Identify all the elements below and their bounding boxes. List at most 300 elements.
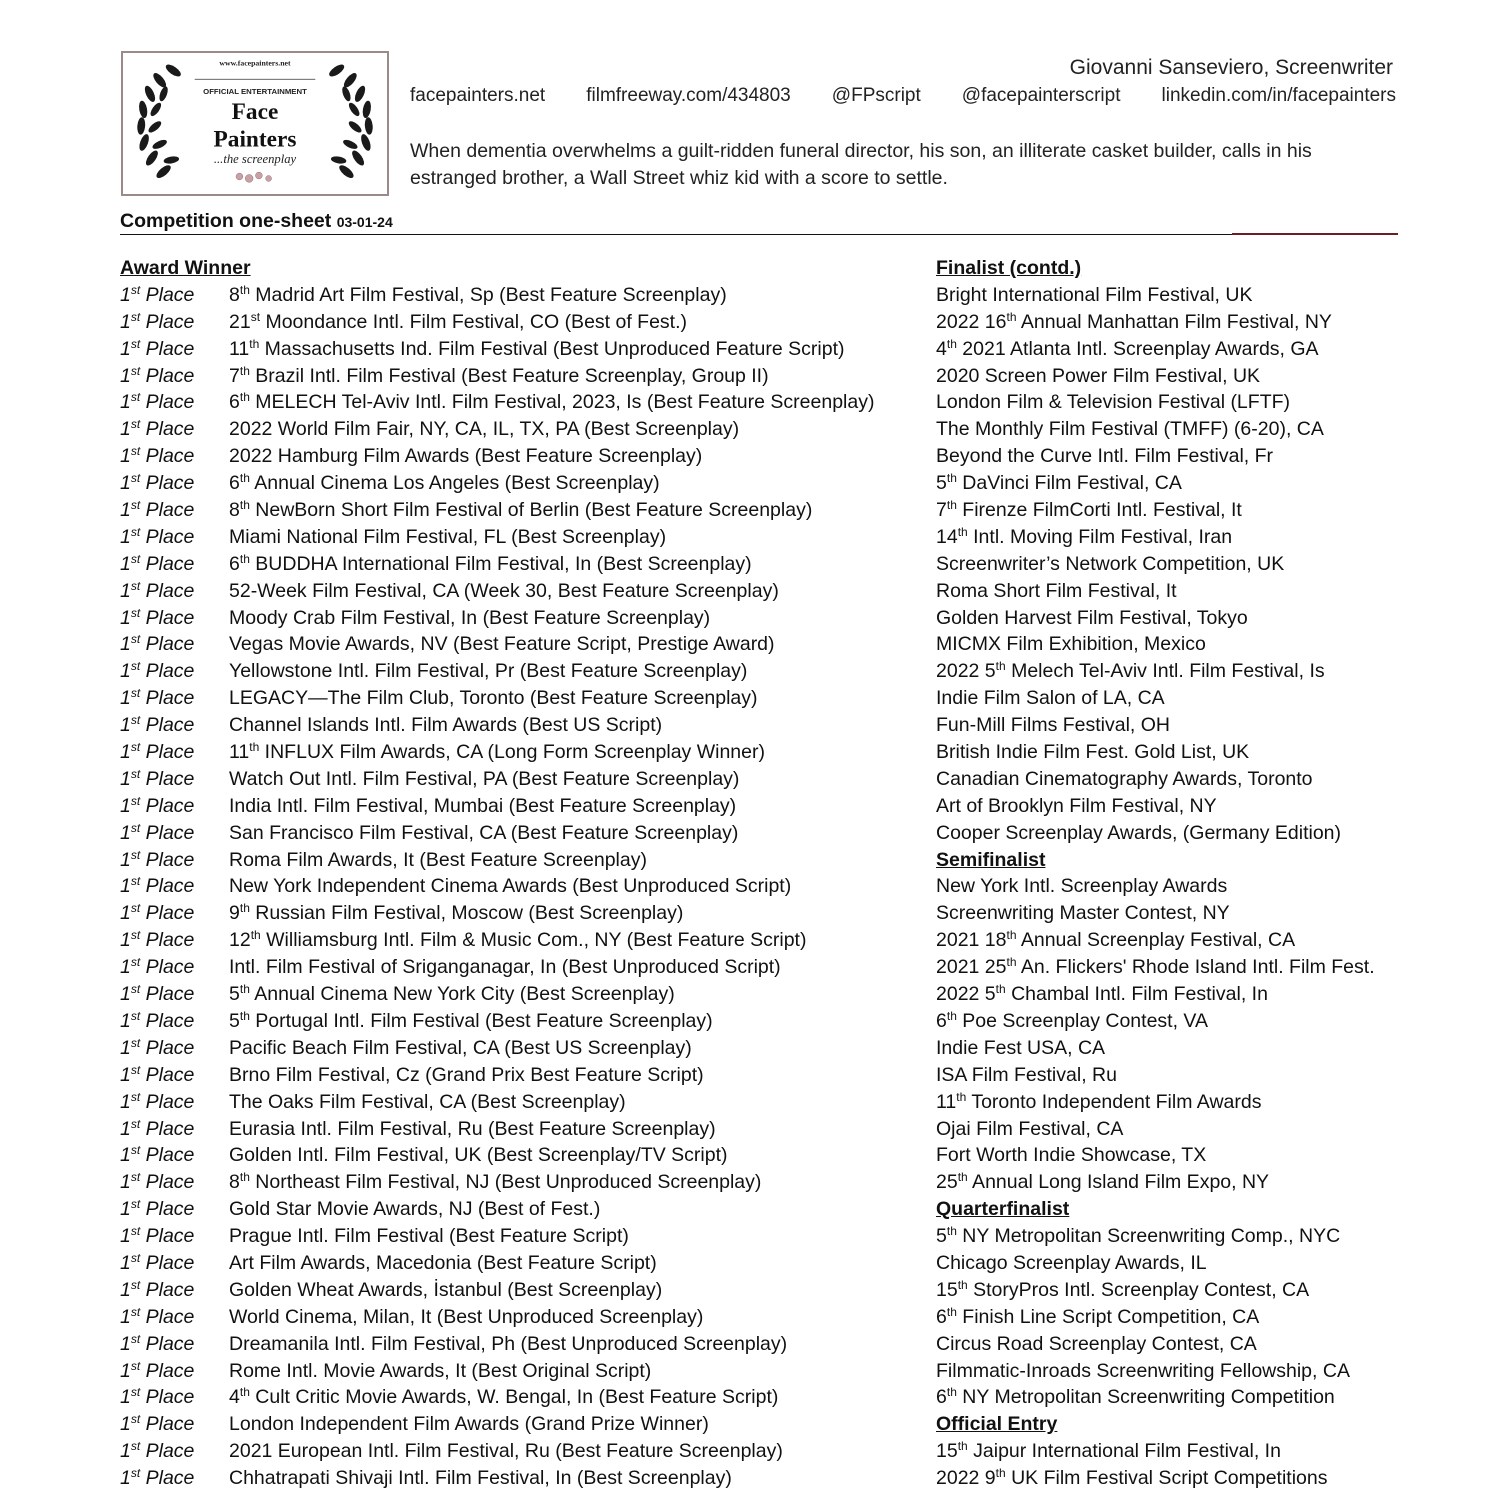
place-word: Place <box>140 337 195 360</box>
award-entry <box>120 1196 920 1223</box>
twitter-handle-link[interactable]: @FPscript <box>831 85 921 106</box>
place-word: Place <box>140 633 195 656</box>
award-text: 52-Week Film Festival, CA (Week 30, Best Feature Screenplay) <box>229 579 779 602</box>
section-heading-award-winner: Award Winner <box>120 257 251 279</box>
award-entry <box>120 443 920 470</box>
festival-entry <box>936 900 1406 927</box>
festival-ordinal: 2021 18 <box>936 929 1007 952</box>
place-number-suffix: st <box>130 874 141 889</box>
sheet-title-text: Competition one-sheet <box>120 210 332 232</box>
award-entry <box>120 1384 920 1411</box>
place-number: 1 <box>120 1251 131 1274</box>
place-word: Place <box>140 606 195 629</box>
place-number-suffix: st <box>130 1170 141 1185</box>
place-label <box>120 954 229 981</box>
place-word: Place <box>140 983 195 1006</box>
festival-ordinal: 11 <box>936 1090 957 1113</box>
section-heading: Quarterfinalist <box>936 1198 1070 1221</box>
festival-ordinal-suffix: th <box>995 982 1006 997</box>
place-label <box>120 1331 229 1358</box>
festival-entry <box>936 309 1406 336</box>
place-number-suffix: st <box>130 1224 141 1239</box>
place-number-suffix: st <box>130 524 141 539</box>
finalist-column <box>936 255 1406 1492</box>
award-entry <box>120 605 920 632</box>
festival-text: Bright International Film Festival, UK <box>936 283 1253 306</box>
award-text: Chhatrapati Shivaji Intl. Film Festival, In (Best Screenplay) <box>229 1467 732 1490</box>
festival-entry <box>936 524 1406 551</box>
place-word: Place <box>140 1198 195 1221</box>
section-heading: Semifinalist <box>936 848 1046 871</box>
place-number: 1 <box>120 956 131 979</box>
sheet-date: 03-01-24 <box>336 214 393 230</box>
place-number: 1 <box>120 499 131 522</box>
place-number: 1 <box>120 472 131 495</box>
place-number-suffix: st <box>130 1143 141 1158</box>
award-ordinal: 6 <box>229 552 240 575</box>
flower-decoration-icon <box>236 172 271 182</box>
place-word: Place <box>140 741 195 764</box>
festival-entry <box>936 470 1406 497</box>
place-number: 1 <box>120 821 131 844</box>
award-text: Massachusetts Ind. Film Festival (Best Unproduced Feature Script) <box>259 337 845 360</box>
logo-title-line1: Face <box>231 99 279 126</box>
place-number: 1 <box>120 1467 131 1490</box>
award-ordinal: 8 <box>229 1171 240 1194</box>
festival-ordinal-suffix: th <box>957 1170 968 1185</box>
place-number-suffix: st <box>130 1197 141 1212</box>
place-number: 1 <box>120 364 131 387</box>
festival-ordinal: 2022 9 <box>936 1467 996 1490</box>
place-label <box>120 1304 229 1331</box>
festival-entry <box>936 605 1406 632</box>
award-text: Annual Cinema New York City (Best Screenplay) <box>249 983 675 1006</box>
place-label <box>120 793 229 820</box>
place-number-suffix: st <box>130 901 141 916</box>
place-number: 1 <box>120 1144 131 1167</box>
award-text: Dreamanila Intl. Film Festival, Ph (Best Unproduced Screenplay) <box>229 1332 788 1355</box>
place-number-suffix: st <box>130 282 141 297</box>
award-text: LEGACY—The Film Club, Toronto (Best Feature Screenplay) <box>229 687 758 710</box>
award-text: MELECH Tel-Aviv Intl. Film Festival, 2023, Is (Best Feature Screenplay) <box>249 391 875 414</box>
festival-text: Intl. Moving Film Festival, Iran <box>967 525 1233 548</box>
place-label <box>120 1411 229 1438</box>
place-number: 1 <box>120 1090 131 1113</box>
award-text: Yellowstone Intl. Film Festival, Pr (Best Feature Screenplay) <box>229 660 748 683</box>
award-text: World Cinema, Milan, It (Best Unproduced Screenplay) <box>229 1305 704 1328</box>
award-text: 2022 Hamburg Film Awards (Best Feature Screenplay) <box>229 445 703 468</box>
festival-text: Filmmatic-Inroads Screenwriting Fellowship, CA <box>936 1359 1350 1382</box>
festival-ordinal: 6 <box>936 1009 947 1032</box>
award-entry <box>120 1062 920 1089</box>
festival-entry <box>936 1116 1406 1143</box>
place-word: Place <box>140 767 195 790</box>
award-ordinal: 9 <box>229 902 240 925</box>
festival-ordinal-suffix: th <box>1006 309 1017 324</box>
place-number: 1 <box>120 660 131 683</box>
place-word: Place <box>140 1144 195 1167</box>
award-entry <box>120 1250 920 1277</box>
award-text: BUDDHA International Film Festival, In (Best Screenplay) <box>249 552 752 575</box>
place-number-suffix: st <box>130 1250 141 1265</box>
place-label <box>120 578 229 605</box>
place-number: 1 <box>120 1036 131 1059</box>
contact-links <box>410 85 1396 107</box>
award-text: 2021 European Intl. Film Festival, Ru (Best Feature Screenplay) <box>229 1440 783 1463</box>
place-number-suffix: st <box>130 955 141 970</box>
award-entry <box>120 524 920 551</box>
award-text: Roma Film Awards, It (Best Feature Screenplay) <box>229 848 647 871</box>
festival-ordinal: 2022 5 <box>936 660 996 683</box>
festival-text: Ojai Film Festival, CA <box>936 1117 1124 1140</box>
award-text: New York Independent Cinema Awards (Best Unproduced Script) <box>229 875 792 898</box>
place-number-suffix: st <box>130 363 141 378</box>
place-number: 1 <box>120 902 131 925</box>
place-number-suffix: st <box>130 578 141 593</box>
instagram-handle-link[interactable]: @facepainterscript <box>961 85 1121 106</box>
festival-ordinal-suffix: th <box>946 1385 957 1400</box>
award-ordinal: 8 <box>229 499 240 522</box>
place-word: Place <box>140 956 195 979</box>
place-number: 1 <box>120 1386 131 1409</box>
place-label <box>120 685 229 712</box>
festival-ordinal: 5 <box>936 1225 947 1248</box>
festival-text: Cooper Screenplay Awards, (Germany Edition) <box>936 821 1341 844</box>
award-entry <box>120 578 920 605</box>
award-entry <box>120 1142 920 1169</box>
place-label <box>120 551 229 578</box>
festival-entry <box>936 1169 1406 1196</box>
place-number: 1 <box>120 579 131 602</box>
place-label <box>120 739 229 766</box>
award-ordinal-suffix: th <box>239 390 250 405</box>
festival-ordinal-suffix: th <box>956 1089 967 1104</box>
section-heading: Finalist (contd.) <box>936 257 1082 279</box>
festival-entry <box>936 363 1406 390</box>
place-word: Place <box>140 1332 195 1355</box>
place-word: Place <box>140 875 195 898</box>
place-number: 1 <box>120 310 131 333</box>
festival-entry <box>936 739 1406 766</box>
award-text: India Intl. Film Festival, Mumbai (Best Feature Screenplay) <box>229 794 737 817</box>
place-number-suffix: st <box>130 444 141 459</box>
award-text: Northeast Film Festival, NJ (Best Unproduced Screenplay) <box>249 1171 762 1194</box>
award-entry <box>120 1304 920 1331</box>
festival-ordinal: 14 <box>936 525 958 548</box>
place-label <box>120 1035 229 1062</box>
festival-text: Jaipur International Film Festival, In <box>967 1440 1281 1463</box>
award-text: Art Film Awards, Macedonia (Best Feature Script) <box>229 1251 657 1274</box>
place-word: Place <box>140 310 195 333</box>
place-word: Place <box>140 929 195 952</box>
filmfreeway-link[interactable]: filmfreeway.com/434803 <box>586 85 791 106</box>
place-number-suffix: st <box>130 1089 141 1104</box>
award-entry <box>120 389 920 416</box>
logo-tagline: ...the screenplay <box>213 151 297 166</box>
festival-ordinal: 5 <box>936 472 947 495</box>
award-entry <box>120 309 920 336</box>
award-text: Annual Cinema Los Angeles (Best Screenplay) <box>249 472 660 495</box>
place-label <box>120 820 229 847</box>
place-number-suffix: st <box>130 847 141 862</box>
place-label <box>120 873 229 900</box>
award-text: Prague Intl. Film Festival (Best Feature Script) <box>229 1225 629 1248</box>
place-label <box>120 712 229 739</box>
award-entry <box>120 631 920 658</box>
festival-text: Annual Long Island Film Expo, NY <box>967 1171 1270 1194</box>
place-number: 1 <box>120 687 131 710</box>
place-label <box>120 1089 229 1116</box>
award-entry <box>120 1116 920 1143</box>
place-number: 1 <box>120 606 131 629</box>
festival-text: Canadian Cinematography Awards, Toronto <box>936 767 1313 790</box>
award-entry <box>120 1465 920 1492</box>
award-ordinal-suffix: th <box>239 982 250 997</box>
award-entry <box>120 1331 920 1358</box>
place-label <box>120 1438 229 1465</box>
place-number: 1 <box>120 1198 131 1221</box>
place-number: 1 <box>120 848 131 871</box>
award-entry <box>120 336 920 363</box>
festival-text: An. Flickers' Rhode Island Intl. Film Fest. <box>1016 956 1375 979</box>
place-label <box>120 1250 229 1277</box>
place-label <box>120 524 229 551</box>
festival-entry <box>936 685 1406 712</box>
festival-ordinal: 6 <box>936 1386 947 1409</box>
place-number: 1 <box>120 875 131 898</box>
place-number-suffix: st <box>130 713 141 728</box>
logo-title-line2: Painters <box>213 126 297 153</box>
award-ordinal: 8 <box>229 283 240 306</box>
festival-ordinal-suffix: th <box>995 1466 1006 1481</box>
place-word: Place <box>140 1036 195 1059</box>
place-number-suffix: st <box>130 1385 141 1400</box>
place-label <box>120 605 229 632</box>
place-number-suffix: st <box>130 417 141 432</box>
award-entry <box>120 282 920 309</box>
award-winner-column <box>120 255 920 1492</box>
festival-ordinal: 2022 5 <box>936 983 996 1006</box>
award-text: Golden Wheat Awards, İstanbul (Best Screenplay) <box>229 1278 663 1301</box>
festival-ordinal-suffix: th <box>995 659 1006 674</box>
festival-ordinal: 4 <box>936 337 947 360</box>
place-word: Place <box>140 1225 195 1248</box>
place-label <box>120 363 229 390</box>
award-entry <box>120 658 920 685</box>
place-number: 1 <box>120 929 131 952</box>
award-entry <box>120 1008 920 1035</box>
place-word: Place <box>140 1009 195 1032</box>
place-word: Place <box>140 660 195 683</box>
festival-text: Finish Line Script Competition, CA <box>956 1305 1260 1328</box>
place-label <box>120 470 229 497</box>
place-word: Place <box>140 1359 195 1382</box>
festival-text: Fort Worth Indie Showcase, TX <box>936 1144 1207 1167</box>
festival-ordinal-suffix: th <box>946 1008 957 1023</box>
place-number-suffix: st <box>130 551 141 566</box>
festival-text: NY Metropolitan Screenwriting Comp., NYC <box>956 1225 1341 1248</box>
award-text: Cult Critic Movie Awards, W. Bengal, In (Best Feature Script) <box>249 1386 779 1409</box>
festival-text: UK Film Festival Script Competitions <box>1005 1467 1328 1490</box>
award-entry <box>120 363 920 390</box>
award-entry <box>120 766 920 793</box>
place-number-suffix: st <box>130 1331 141 1346</box>
festival-entry <box>936 1358 1406 1385</box>
festival-entry <box>936 1089 1406 1116</box>
award-text: San Francisco Film Festival, CA (Best Feature Screenplay) <box>229 821 739 844</box>
festival-text: Toronto Independent Film Awards <box>966 1090 1262 1113</box>
place-number-suffix: st <box>130 1116 141 1131</box>
place-word: Place <box>140 794 195 817</box>
place-word: Place <box>140 1251 195 1274</box>
place-word: Place <box>140 714 195 737</box>
festival-ordinal-suffix: th <box>957 1439 968 1454</box>
festival-text: Indie Fest USA, CA <box>936 1036 1106 1059</box>
award-text: Brno Film Festival, Cz (Grand Prix Best Feature Script) <box>229 1063 704 1086</box>
festival-entry <box>936 820 1406 847</box>
award-text: The Oaks Film Festival, CA (Best Screenplay) <box>229 1090 626 1113</box>
place-word: Place <box>140 445 195 468</box>
award-entry <box>120 712 920 739</box>
place-word: Place <box>140 579 195 602</box>
place-label <box>120 443 229 470</box>
title-divider <box>120 234 1398 235</box>
festival-text: Circus Road Screenplay Contest, CA <box>936 1332 1257 1355</box>
place-number: 1 <box>120 1117 131 1140</box>
award-entry <box>120 1358 920 1385</box>
place-number-suffix: st <box>130 498 141 513</box>
festival-ordinal: 15 <box>936 1440 958 1463</box>
place-number: 1 <box>120 391 131 414</box>
right-laurel-branch <box>327 62 373 180</box>
award-ordinal-suffix: th <box>239 1170 250 1185</box>
place-number: 1 <box>120 1171 131 1194</box>
festival-text: London Film & Television Festival (LFTF) <box>936 391 1291 414</box>
logo-banner: OFFICIAL ENTERTAINMENT <box>203 86 307 96</box>
festival-text: Firenze FilmCorti Intl. Festival, It <box>956 499 1242 522</box>
place-word: Place <box>140 499 195 522</box>
festival-entry <box>936 981 1406 1008</box>
sheet-title <box>120 210 393 233</box>
place-label <box>120 631 229 658</box>
place-label <box>120 1008 229 1035</box>
festival-text: Roma Short Film Festival, It <box>936 579 1177 602</box>
award-ordinal: 7 <box>229 364 240 387</box>
festival-ordinal: 2021 25 <box>936 956 1007 979</box>
award-ordinal: 4 <box>229 1386 240 1409</box>
section-heading: Official Entry <box>936 1413 1058 1436</box>
place-number-suffix: st <box>130 1304 141 1319</box>
place-number-suffix: st <box>130 390 141 405</box>
festival-entry <box>936 1304 1406 1331</box>
place-word: Place <box>140 1117 195 1140</box>
place-word: Place <box>140 1440 195 1463</box>
place-number: 1 <box>120 445 131 468</box>
award-entry <box>120 1089 920 1116</box>
place-number: 1 <box>120 283 131 306</box>
award-entry <box>120 1277 920 1304</box>
place-number-suffix: st <box>130 1062 141 1077</box>
award-ordinal: 12 <box>229 929 251 952</box>
festival-text: New York Intl. Screenplay Awards <box>936 875 1228 898</box>
place-number: 1 <box>120 767 131 790</box>
place-number: 1 <box>120 552 131 575</box>
award-text: 2022 World Film Fair, NY, CA, IL, TX, PA (Best Screenplay) <box>229 418 740 441</box>
festival-entry <box>936 1062 1406 1089</box>
place-number-suffix: st <box>130 1008 141 1023</box>
festival-text: DaVinci Film Festival, CA <box>956 472 1182 495</box>
award-entry <box>120 416 920 443</box>
award-text: Madrid Art Film Festival, Sp (Best Feature Screenplay) <box>249 283 727 306</box>
festival-entry <box>936 927 1406 954</box>
award-ordinal-suffix: th <box>239 901 250 916</box>
place-word: Place <box>140 283 195 306</box>
festival-text: Annual Manhattan Film Festival, NY <box>1016 310 1332 333</box>
award-ordinal-suffix: th <box>249 740 260 755</box>
award-ordinal: 11 <box>229 741 250 764</box>
title-divider-accent <box>1232 233 1398 235</box>
festival-entry <box>936 336 1406 363</box>
festival-text: 2020 Screen Power Film Festival, UK <box>936 364 1261 387</box>
place-number-suffix: st <box>130 632 141 647</box>
place-word: Place <box>140 364 195 387</box>
festival-entry <box>936 282 1406 309</box>
website-link[interactable]: facepainters.net <box>410 85 546 106</box>
award-text: Watch Out Intl. Film Festival, PA (Best Feature Screenplay) <box>229 767 740 790</box>
festival-ordinal-suffix: th <box>946 1304 957 1319</box>
place-label <box>120 282 229 309</box>
award-ordinal-suffix: th <box>250 928 261 943</box>
award-text: Rome Intl. Movie Awards, It (Best Original Script) <box>229 1359 652 1382</box>
place-word: Place <box>140 418 195 441</box>
award-ordinal-suffix: th <box>239 1008 250 1023</box>
festival-entry <box>936 658 1406 685</box>
festival-entry <box>936 551 1406 578</box>
award-text: Intl. Film Festival of Sriganganagar, In (Best Unproduced Script) <box>229 956 781 979</box>
festival-text: Melech Tel-Aviv Intl. Film Festival, Is <box>1005 660 1325 683</box>
festival-ordinal-suffix: th <box>1006 928 1017 943</box>
festival-text: StoryPros Intl. Screenplay Contest, CA <box>967 1278 1310 1301</box>
award-entry <box>120 470 920 497</box>
festival-entry <box>936 443 1406 470</box>
award-text: Moody Crab Film Festival, In (Best Feature Screenplay) <box>229 606 711 629</box>
festival-text: Chicago Screenplay Awards, IL <box>936 1251 1207 1274</box>
award-ordinal-suffix: th <box>249 336 260 351</box>
linkedin-link[interactable]: linkedin.com/in/facepainters <box>1161 85 1396 106</box>
place-word: Place <box>140 391 195 414</box>
place-number-suffix: st <box>130 766 141 781</box>
festival-text: The Monthly Film Festival (TMFF) (6-20), CA <box>936 418 1324 441</box>
place-label <box>120 1142 229 1169</box>
award-ordinal: 5 <box>229 1009 240 1032</box>
place-number-suffix: st <box>130 1439 141 1454</box>
award-entry <box>120 1035 920 1062</box>
festival-text: Poe Screenplay Contest, VA <box>956 1009 1208 1032</box>
place-number: 1 <box>120 1009 131 1032</box>
award-entry <box>120 1169 920 1196</box>
place-label <box>120 1196 229 1223</box>
award-text: Eurasia Intl. Film Festival, Ru (Best Feature Screenplay) <box>229 1117 716 1140</box>
festival-text: Fun-Mill Films Festival, OH <box>936 714 1171 737</box>
place-number: 1 <box>120 1359 131 1382</box>
festival-ordinal-suffix: th <box>957 1277 968 1292</box>
logline: When dementia overwhelms a guilt-ridden funeral director, his son, an illiterate casket builder, calls in his estranged brother, a Wall Street whiz kid with a score to settle. <box>410 140 1312 189</box>
award-text: INFLUX Film Awards, CA (Long Form Screenplay Winner) <box>259 741 765 764</box>
place-label <box>120 900 229 927</box>
place-number: 1 <box>120 741 131 764</box>
award-entry <box>120 820 920 847</box>
place-number: 1 <box>120 633 131 656</box>
